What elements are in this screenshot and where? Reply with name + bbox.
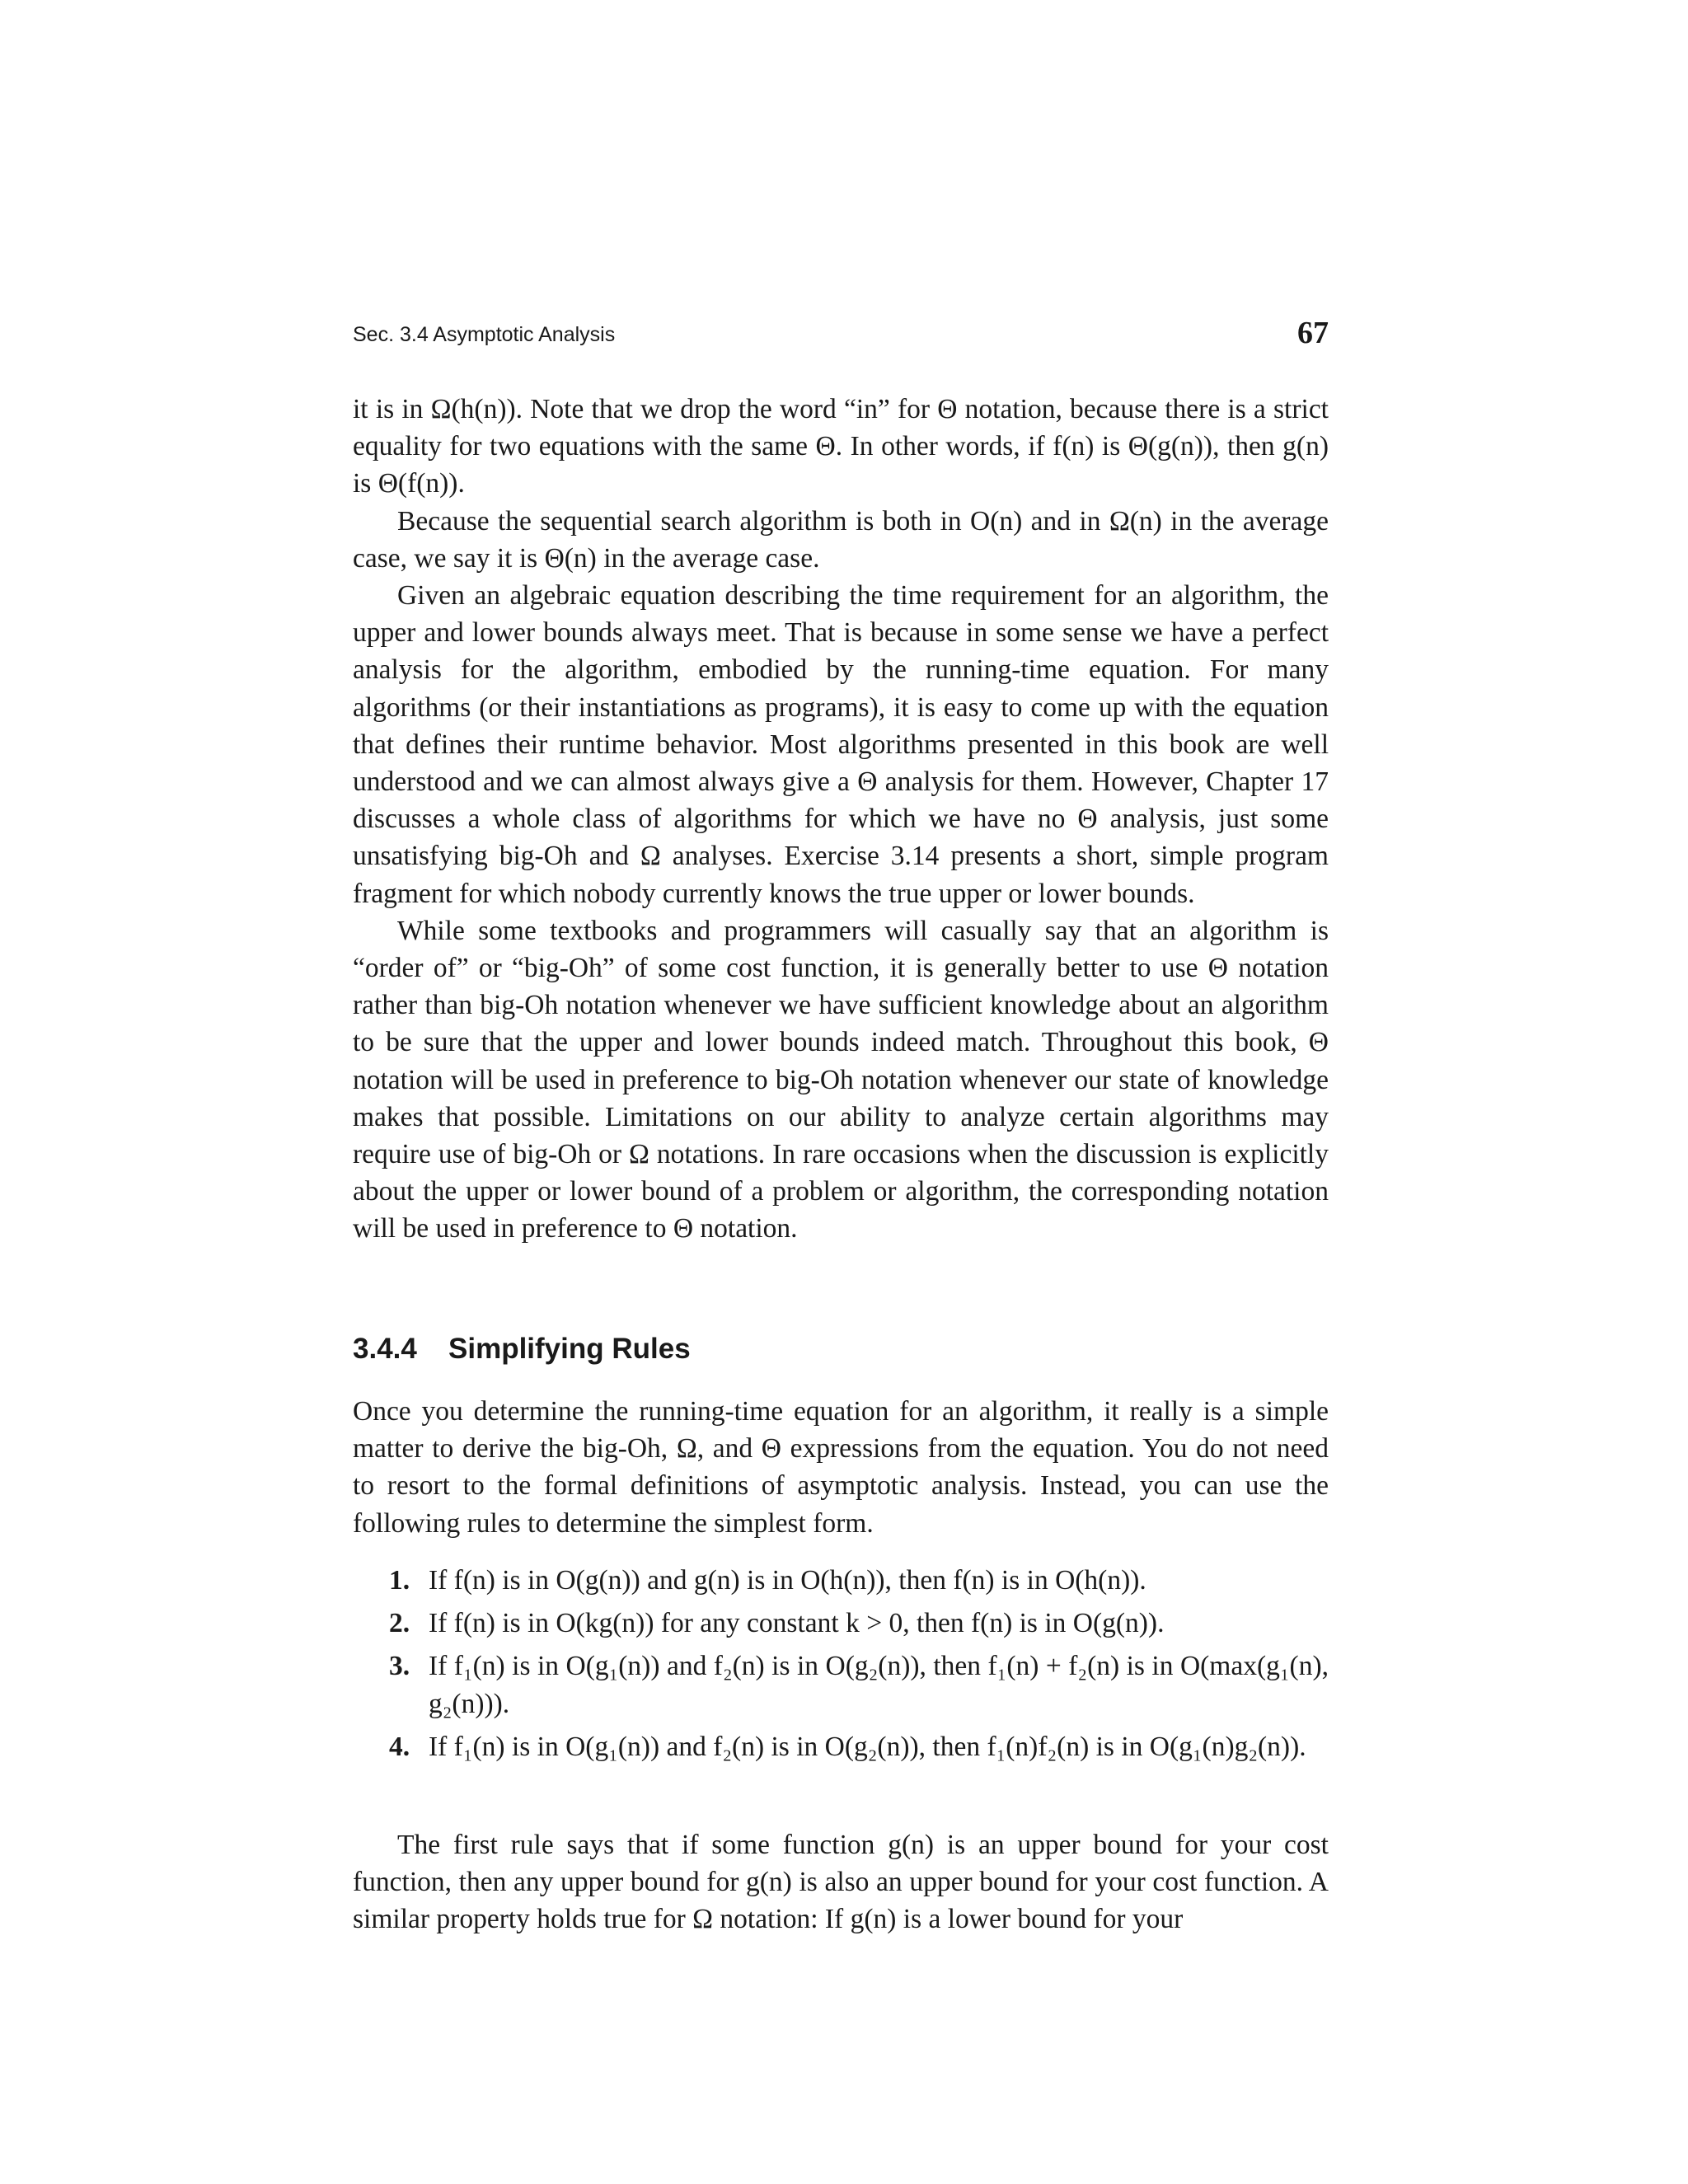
paragraph: Because the sequential search algorithm is both in O(n) and in Ω(n) in the average case, we say it is Θ(n) in the average case. <box>353 505 1329 574</box>
list-item <box>389 1605 1329 1642</box>
paragraph: Once you determine the running-time equation for an algorithm, it really is a simple matter to derive the big-Oh, Ω, and Θ expressions from the equation. You do not need to resort to the formal definitions of asymptotic analysis. Instead, you can use the following rules to determine the simplest form. <box>353 1396 1329 1539</box>
rule-number: 1. <box>389 1565 410 1596</box>
list-item <box>389 1647 1329 1722</box>
section-title: Simplifying Rules <box>448 1333 691 1365</box>
section-intro <box>353 1393 1329 1542</box>
running-head: Sec. 3.4 Asymptotic Analysis <box>353 323 616 346</box>
list-item <box>389 1728 1329 1765</box>
rule-number: 3. <box>389 1651 410 1682</box>
page-number: 67 <box>1297 316 1329 350</box>
rule-text: If f(n) is in O(g(n)) and g(n) is in O(h(n)), then f(n) is in O(h(n)). <box>429 1565 1146 1596</box>
rules-list <box>389 1562 1329 1771</box>
closing-text <box>353 1826 1329 1938</box>
section-heading <box>353 1333 691 1366</box>
rule-number: 4. <box>389 1731 410 1762</box>
section-number: 3.4.4 <box>353 1333 417 1365</box>
paragraph: it is in Ω(h(n)). Note that we drop the word “in” for Θ notation, because there is a strict equality for two equations with the same Θ. In other words, if f(n) is Θ(g(n)), then g(n) is Θ(f(n)). <box>353 394 1329 499</box>
page-header <box>353 315 1329 364</box>
rule-text: If f(n) is in O(kg(n)) for any constant k > 0, then f(n) is in O(g(n)). <box>429 1608 1165 1639</box>
paragraph: Given an algebraic equation describing the time requirement for an algorithm, the upper and lower bounds always meet. That is because in some sense we have a perfect analysis for the algorithm, embodied by the running-time equation. For many algorithms (or their instantiations as programs), it is easy to come up with the equation that defines their runtime behavior. Most algorithms presented in this book are well understood and we can almost always give a Θ analysis for them. However, Chapter 17 discusses a whole class of algorithms for which we have no Θ analysis, just some unsatisfying big-Oh and Ω analyses. Exercise 3.14 presents a short, simple program fragment for which nobody currently knows the true upper or lower bounds. <box>353 580 1329 909</box>
paragraph: While some textbooks and programmers will casually say that an algorithm is “order of” or “big-Oh” of some cost function, it is generally better to use Θ notation rather than big-Oh notation whenever we have sufficient knowledge about an algorithm to be sure that the upper and lower bounds indeed match. Throughout this book, Θ notation will be used in preference to big-Oh notation whenever our state of knowledge makes that possible. Limitations on our ability to analyze certain algorithms may require use of big-Oh or Ω notations. In rare occasions when the discussion is explicitly about the upper or lower bound of a problem or algorithm, the corresponding notation will be used in preference to Θ notation. <box>353 915 1329 1244</box>
body-text <box>353 391 1329 1248</box>
rule-number: 2. <box>389 1608 410 1639</box>
rule-text: If f₁(n) is in O(g₁(n)) and f₂(n) is in O(g₂(n)), then f₁(n) + f₂(n) is in O(max(g₁(n), g₂(n))). <box>429 1651 1329 1719</box>
rule-text: If f₁(n) is in O(g₁(n)) and f₂(n) is in O(g₂(n)), then f₁(n)f₂(n) is in O(g₁(n)g₂(n)). <box>429 1731 1306 1762</box>
list-item <box>389 1562 1329 1599</box>
paragraph: The first rule says that if some function g(n) is an upper bound for your cost function, then any upper bound for g(n) is also an upper bound for your cost function. A similar property holds true for Ω notation: If g(n) is a lower bound for your <box>353 1830 1329 1935</box>
